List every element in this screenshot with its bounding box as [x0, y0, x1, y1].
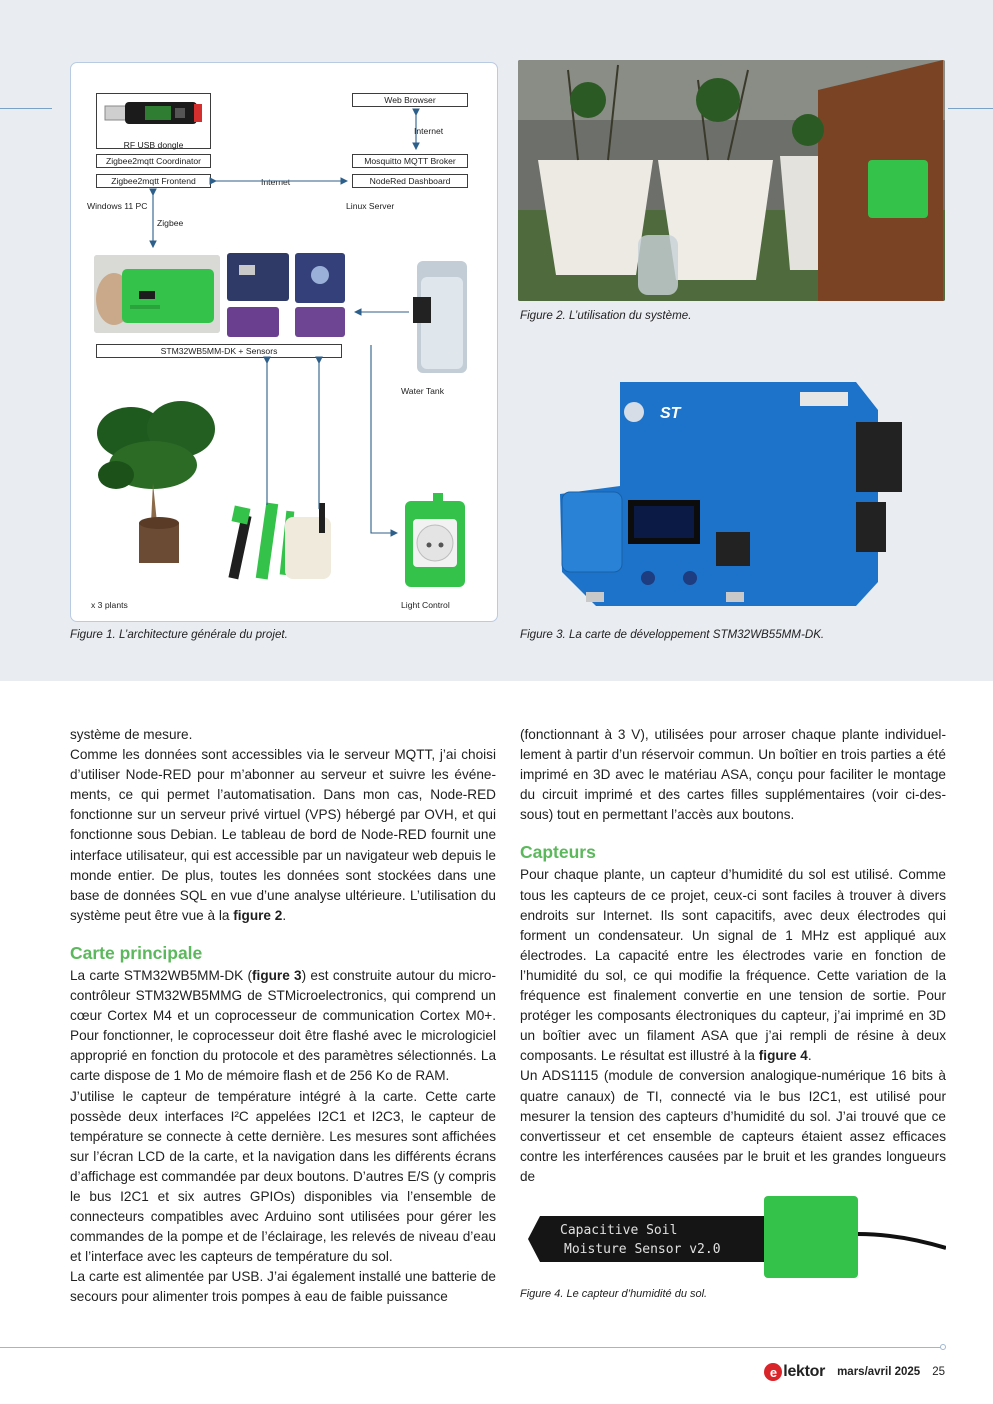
sensor-label-line1: Capacitive Soil	[560, 1223, 678, 1238]
figure1-caption: Figure 1. L’architecture générale du projet.	[70, 628, 288, 641]
elektor-logo-text: lektor	[783, 1363, 826, 1380]
internet-label-mid: Internet	[261, 177, 291, 187]
left-paragraph-2-end: .	[282, 907, 287, 923]
figure2-caption: Figure 2. L’utilisation du système.	[520, 309, 692, 322]
web-browser-box: Web Browser	[352, 93, 468, 107]
left-column	[70, 725, 496, 1308]
footer	[764, 1362, 945, 1382]
figure3-reference: figure 3	[252, 967, 302, 983]
figure4-reference: figure 4	[758, 1048, 808, 1064]
figure4-caption: Figure 4. Le capteur d’humidité du sol.	[520, 1288, 708, 1300]
left-paragraph-3	[70, 966, 496, 1087]
elektor-logo	[764, 1363, 825, 1381]
diagram-arrows	[71, 63, 498, 622]
page-number: 25	[932, 1366, 945, 1378]
footer-rule-end	[940, 1344, 946, 1350]
st-logo: ST	[660, 405, 681, 422]
architecture-diagram	[70, 62, 498, 622]
figure3-board-photo	[556, 382, 926, 614]
plants-label: x 3 plants	[91, 600, 128, 610]
rf-usb-dongle-label: RF USB dongle	[123, 140, 184, 150]
issue-date: mars/avril 2025	[837, 1366, 921, 1378]
water-tank-label: Water Tank	[401, 386, 444, 396]
stm32-sensors-box: STM32WB5MM-DK + Sensors	[96, 344, 342, 358]
figure2-reference: figure 2	[233, 907, 283, 923]
left-paragraph-3-text: La carte STM32WB5MM-DK (	[70, 967, 253, 983]
figure4-sensor-photo	[520, 1190, 946, 1282]
right-paragraph-2-text: Pour chaque plante, un capteur d’humidité du sol est utilisé. Comme tous les capteurs de ce projet, ceux-ci sont faciles à trouver à divers endroits sur Internet. Ils sont capacitifs, avec deux électrodes qui forment un condensateur. Un signal de 1 MHz est appliqué aux électrodes. La capacité entre les électrodes varie en fonction de l’humidité du sol, ce qui modifie la fréquence. Cette variation de la fréquence est finalement convertie en une tension de sortie. Pour protéger les composants électroniques du capteur, j’ai imprimé en 3D un boîtier avec un filament ASA que j’ai rempli de résine à deux composants. Le résultat est illustré à la	[520, 867, 946, 1064]
footer-rule	[0, 1347, 943, 1348]
figure-band	[0, 0, 993, 681]
right-column	[520, 725, 946, 1187]
band-rule-left	[0, 108, 52, 109]
figure2-photo	[518, 60, 945, 301]
windows-pc-label: Windows 11 PC	[87, 201, 148, 211]
zigbee2mqtt-coordinator-box: Zigbee2mqtt Coordinator	[96, 154, 211, 168]
linux-server-label: Linux Server	[346, 201, 395, 211]
band-rule-right	[948, 108, 993, 109]
left-paragraph-5: La carte est alimentée par USB. J’ai également installé une batterie de secours pour alimenter trois pompes à eau de faible puissance	[70, 1269, 496, 1305]
elektor-logo-mark: e	[764, 1363, 782, 1381]
right-paragraph-2	[520, 865, 946, 1066]
mqtt-broker-box: Mosquitto MQTT Broker	[352, 154, 468, 168]
sensor-label-line2: Moisture Sensor v2.0	[564, 1242, 721, 1257]
left-paragraph-3-end: ) est construite autour du microcontrôleur STM32WB5MMG de STMicroelectronics, qui comprend un cœur Cortex M4 et un coprocesseur de communication Cortex M0+. Pour fonctionner, le coprocesseur doit être flashé avec le micrologiciel approprié en fonction du protocole et des paramètres sélectionnés. La carte dispose de 1 Mo de mémoire flash et de 256 Ko de RAM.	[70, 967, 496, 1084]
left-paragraph-1: système de mesure.	[70, 727, 193, 742]
right-paragraph-2-end: .	[807, 1048, 812, 1064]
zigbee2mqtt-frontend-box: Zigbee2mqtt Frontend	[96, 174, 211, 188]
right-paragraph-3: Un ADS1115 (module de conversion analogique-numérique 16 bits à quatre canaux) de TI, connecté via le bus I2C1, est utilisé pour mesurer la tension des capteurs d’humidité du sol. J’ai trouvé que ce convertisseur et cet ensemble de capteurs étaient assez efficaces contre les interférences causées par le bruit et les grandes longueurs de	[520, 1068, 946, 1184]
light-control-label: Light Control	[401, 600, 450, 610]
internet-label-top: Internet	[414, 126, 444, 136]
left-paragraph-4: J’utilise le capteur de température intégré à la carte. Cette carte possède deux interfaces I²C appelées I2C1 et I2C3, le capteur de température se connecte à cette dernière. Les mesures sont affichées sur l’écran LCD de la carte, et la navigation dans les différents écrans d’affichage est commandée par deux boutons. D’autres E/S (y compris le bus I2C1 et six autres GPIOs) disponibles via l’ensemble de connecteurs compatibles avec Arduino sont utilisées pour gérer les commandes de la pompe et de l’éclairage, les relevés de niveau d’eau et l’interface avec les capteurs de température du sol.	[70, 1088, 496, 1265]
left-paragraph-2	[70, 745, 496, 926]
heading-capteurs: Capteurs	[520, 842, 596, 863]
heading-carte-principale: Carte principale	[70, 942, 203, 963]
nodered-dashboard-box: NodeRed Dashboard	[352, 174, 468, 188]
right-paragraph-1: (fonctionnant à 3 V), utilisées pour arroser chaque plante individuellement à partir d’un réservoir commun. Un boîtier en trois parties a été imprimé en 3D avec le matériau ASA, conçu pour faciliter le montage du circuit imprimé et des cartes filles supplémentaires (voir ci-dessous) tout en permettant l’accès aux boutons.	[520, 727, 946, 823]
left-paragraph-2-text: Comme les données sont accessibles via le serveur MQTT, j’ai choisi d’utiliser Node-RED pour m’abonner au serveur et suivre les événements, ce qui permet l’automatisation. Dans mon cas, Node-RED fonctionne sur un serveur privé virtuel (VPS) hébergé par OVH, et qui fonctionne sous Debian. Le tableau de bord de Node-RED fournit une interface utilisateur, qui est accessible par un navigateur web depuis le monde entier. De plus, toutes les données sont stockées dans une base de données SQL en vue d’une analyse ultérieure. L’utilisation du système peut être vue à la	[70, 747, 496, 923]
figure3-caption: Figure 3. La carte de développement STM32WB55MM-DK.	[520, 628, 825, 641]
zigbee-label: Zigbee	[157, 218, 184, 228]
